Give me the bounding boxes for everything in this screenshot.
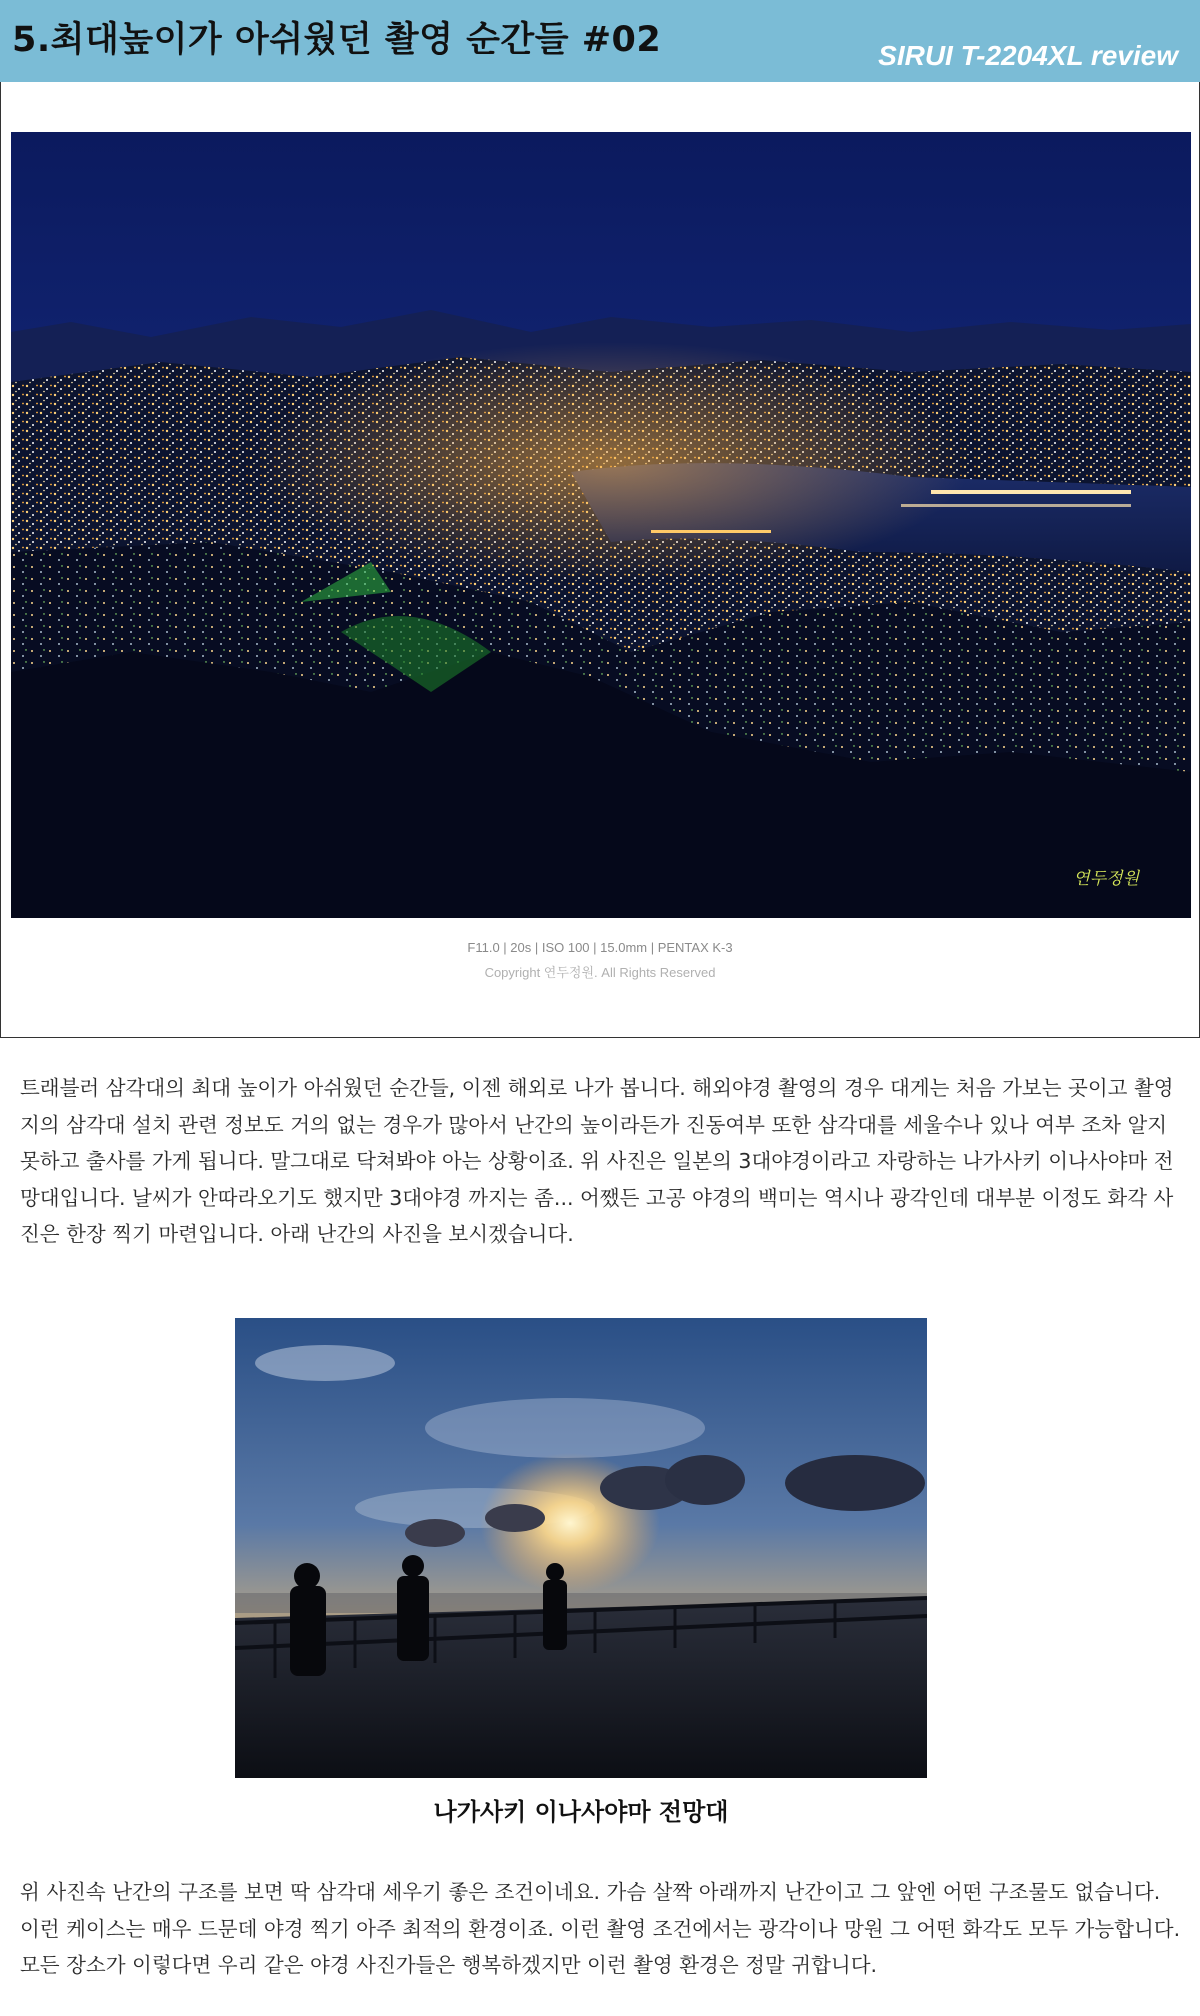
night-cityscape-photo — [11, 132, 1191, 918]
body-paragraph-2: 위 사진속 난간의 구조를 보면 딱 삼각대 세우기 좋은 조건이네요. 가슴 살짝 아래까지 난간이고 그 앞엔 어떤 구조물도 없습니다. 이런 케이스는 매우 드문데 야경 찍기 아주 최적의 환경이죠. 이런 촬영 조건에서는 광각이나 망원 그 어떤 화각도 모두 가능합니다. 모든 장소가 이렇다면 우리 같은 야경 사진가들은 행복하겠지만 이런 촬영 환경은 정말 귀합니다. — [20, 1880, 1181, 1977]
section-header — [0, 0, 1200, 82]
section-title: 5.최대높이가 아쉬웠던 촬영 순간들 #02 — [12, 20, 662, 60]
photo-caption: 나가사키 이나사야마 전망대 — [433, 1798, 729, 1826]
observation-deck-sunset-photo — [235, 1318, 927, 1778]
photo-copyright: Copyright 연두정원. All Rights Reserved — [484, 965, 716, 980]
photo-exif-info: F11.0 | 20s | ISO 100 | 15.0mm | PENTAX K-3 — [467, 940, 733, 955]
body-paragraph-1: 트래블러 삼각대의 최대 높이가 아쉬웠던 순간들, 이젠 해외로 나가 봅니다. 해외야경 촬영의 경우 대게는 처음 가보는 곳이고 촬영지의 삼각대 설치 관련 정보도 거의 없는 경우가 많아서 난간의 높이라든가 진동여부 또한 삼각대를 세울수나 있나 여부 조차 알지 못하고 출사를 가게 됩니다. 말그대로 닥쳐봐야 아는 상황이죠. 위 사진은 일본의 3대야경이라고 자랑하는 나가사키 이나사야마 전망대입니다. 날씨가 안따라오기도 했지만 3대야경 까지는 좀... 어쨌든 고공 야경의 백미는 역시나 광각인데 대부분 이정도 화각 사진은 한장 찍기 마련입니다. 아래 난간의 사진을 보시겠습니다. — [20, 1076, 1174, 1246]
photo-frame — [0, 82, 1200, 1038]
svg-text:연두정원: 연두정원 — [1073, 869, 1139, 889]
review-brand-label: SIRUI T-2204XL review — [878, 40, 1178, 71]
